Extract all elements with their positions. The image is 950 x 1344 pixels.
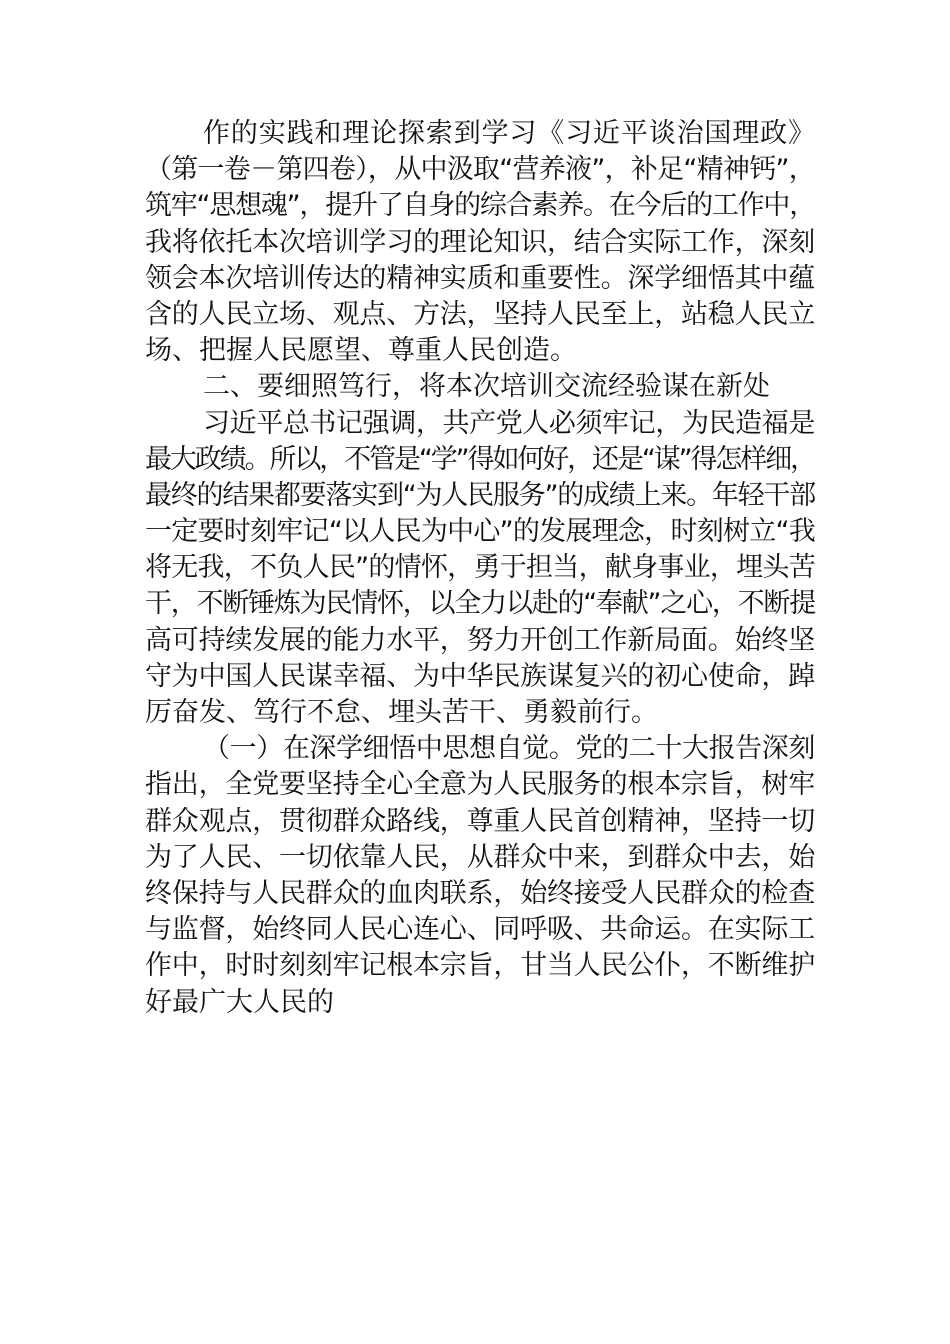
text-line: 领会本次培训传达的精神实质和重要性。深学细悟其中蕴 bbox=[145, 262, 815, 294]
text-line: 筑牢“思想魂”，提升了自身的综合素养。在今后的工作中， bbox=[145, 190, 815, 222]
text-line: （一）在深学细悟中思想自觉。党的二十大报告深刻 bbox=[203, 733, 815, 765]
text-line: 我将依托本次培训学习的理论知识，结合实际工作，深刻 bbox=[145, 226, 815, 258]
text-line: 将无我，不负人民”的情怀，勇于担当，献身事业，埋头苦 bbox=[145, 552, 815, 584]
text-line: 一定要时刻牢记“以人民为中心”的发展理念，时刻树立“我 bbox=[145, 516, 815, 548]
text-line: 含的人民立场、观点、方法，坚持人民至上，站稳人民立 bbox=[145, 298, 815, 330]
text-line: 群众观点，贯彻群众路线，尊重人民首创精神，坚持一切 bbox=[145, 805, 815, 837]
text-line: 最终的结果都要落实到“为人民服务”的成绩上来。年轻干部 bbox=[145, 479, 815, 511]
text-line: 指出，全党要坚持全心全意为人民服务的根本宗旨，树牢 bbox=[145, 769, 815, 801]
text-line: 作中，时时刻刻牢记根本宗旨，甘当人民公仆，不断维护 bbox=[145, 950, 815, 982]
text-line: 厉奋发、笃行不怠、埋头苦干、勇毅前行。 bbox=[145, 697, 658, 728]
text-line: 好最广大人民的 bbox=[145, 986, 334, 1018]
text-line: （第一卷－第四卷），从中汲取“营养液”，补足“精神钙”， bbox=[145, 154, 815, 186]
text-line: 场、把握人民愿望、尊重人民创造。 bbox=[145, 335, 577, 367]
text-line: 习近平总书记强调，共产党人必须牢记，为民造福是 bbox=[203, 407, 815, 439]
text-line: 干，不断锤炼为民情怀，以全力以赴的“奉献”之心，不断提 bbox=[145, 588, 815, 620]
text-line: 终保持与人民群众的血肉联系，始终接受人民群众的检查 bbox=[145, 877, 815, 909]
text-line: 最大政绩。所以，不管是“学”得如何好，还是“谋”得怎样细， bbox=[145, 443, 815, 475]
text-line: 守为中国人民谋幸福、为中华民族谋复兴的初心使命，踔 bbox=[145, 660, 815, 692]
body-text bbox=[145, 116, 815, 1021]
text-line: 与监督，始终同人民心连心、同呼吸、共命运。在实际工 bbox=[145, 914, 815, 946]
text-line: 作的实践和理论探索到学习《习近平谈治国理政》 bbox=[203, 118, 815, 149]
text-line: 高可持续发展的能力水平，努力开创工作新局面。始终坚 bbox=[145, 624, 815, 656]
text-line: 为了人民、一切依靠人民，从群众中来，到群众中去，始 bbox=[145, 841, 815, 873]
text-line: 二、要细照笃行，将本次培训交流经验谋在新处 bbox=[203, 371, 770, 403]
